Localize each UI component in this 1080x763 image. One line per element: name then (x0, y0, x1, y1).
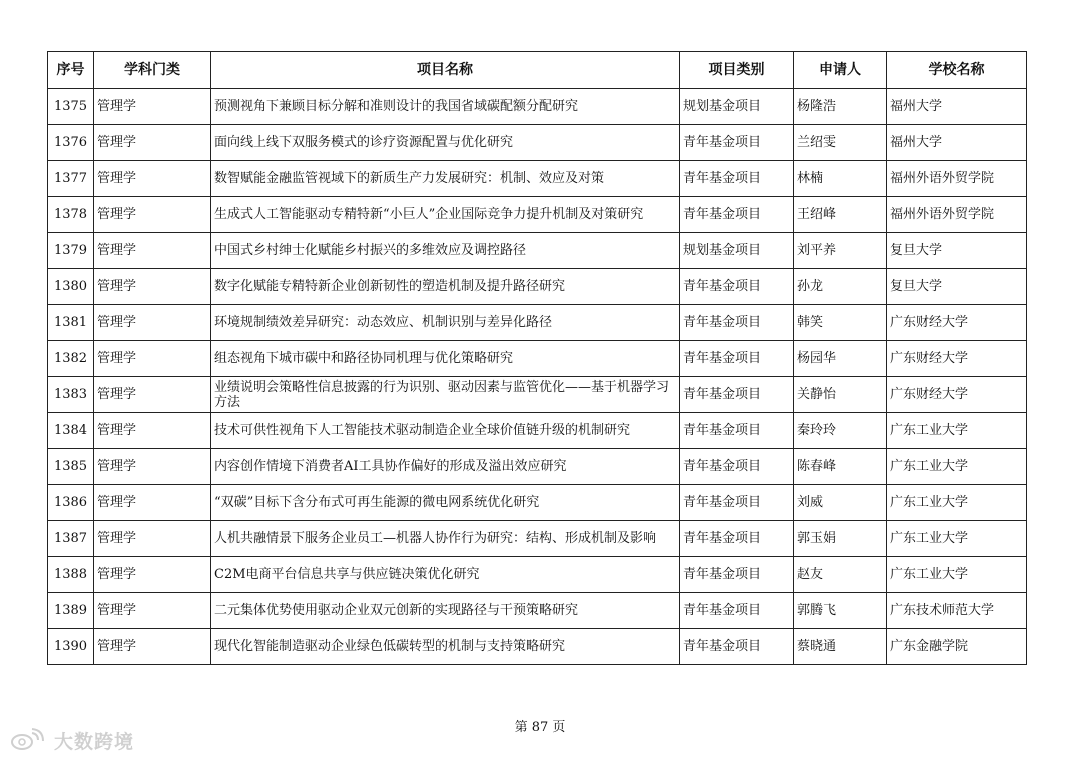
project-name-cell: 中国式乡村绅士化赋能乡村振兴的多维效应及调控路径 (211, 233, 680, 269)
table-row (48, 305, 1027, 341)
table-row (48, 125, 1027, 161)
applicant-cell: 刘威 (794, 485, 887, 521)
school-cell: 广东财经大学 (887, 377, 1027, 413)
table-row (48, 233, 1027, 269)
header-school: 学校名称 (887, 52, 1027, 89)
school-cell: 广东工业大学 (887, 485, 1027, 521)
seq-cell: 1376 (48, 125, 94, 161)
project-type-cell: 规划基金项目 (680, 89, 794, 125)
school-cell: 广东工业大学 (887, 449, 1027, 485)
school-cell: 广东财经大学 (887, 305, 1027, 341)
table-row (48, 521, 1027, 557)
discipline-cell: 管理学 (94, 305, 211, 341)
project-type-cell: 青年基金项目 (680, 629, 794, 665)
applicant-cell: 王绍峰 (794, 197, 887, 233)
discipline-cell: 管理学 (94, 233, 211, 269)
project-name-cell: 数智赋能金融监管视域下的新质生产力发展研究：机制、效应及对策 (211, 161, 680, 197)
discipline-cell: 管理学 (94, 197, 211, 233)
discipline-cell: 管理学 (94, 629, 211, 665)
school-cell: 福州大学 (887, 125, 1027, 161)
seq-cell: 1381 (48, 305, 94, 341)
seq-cell: 1378 (48, 197, 94, 233)
applicant-cell: 刘平养 (794, 233, 887, 269)
discipline-cell: 管理学 (94, 413, 211, 449)
seq-cell: 1389 (48, 593, 94, 629)
project-name-cell: 人机共融情景下服务企业员工—机器人协作行为研究：结构、形成机制及影响 (211, 521, 680, 557)
seq-cell: 1383 (48, 377, 94, 413)
school-cell: 广东金融学院 (887, 629, 1027, 665)
seq-cell: 1375 (48, 89, 94, 125)
discipline-cell: 管理学 (94, 485, 211, 521)
project-name-cell: “双碳”目标下含分布式可再生能源的微电网系统优化研究 (211, 485, 680, 521)
project-type-cell: 青年基金项目 (680, 269, 794, 305)
project-type-cell: 青年基金项目 (680, 125, 794, 161)
weibo-logo-icon (10, 727, 50, 753)
header-applicant: 申请人 (794, 52, 887, 89)
table-row (48, 377, 1027, 413)
table-row (48, 197, 1027, 233)
project-name-cell: 数字化赋能专精特新企业创新韧性的塑造机制及提升路径研究 (211, 269, 680, 305)
table-body (48, 89, 1027, 665)
school-cell: 福州外语外贸学院 (887, 161, 1027, 197)
project-type-cell: 青年基金项目 (680, 557, 794, 593)
project-type-cell: 青年基金项目 (680, 197, 794, 233)
table-row (48, 341, 1027, 377)
discipline-cell: 管理学 (94, 377, 211, 413)
discipline-cell: 管理学 (94, 557, 211, 593)
applicant-cell: 韩笑 (794, 305, 887, 341)
table-row (48, 269, 1027, 305)
project-name-cell: 业绩说明会策略性信息披露的行为识别、驱动因素与监管优化——基于机器学习方法 (211, 377, 680, 413)
project-name-cell: 现代化智能制造驱动企业绿色低碳转型的机制与支持策略研究 (211, 629, 680, 665)
header-discipline: 学科门类 (94, 52, 211, 89)
table-row (48, 89, 1027, 125)
school-cell: 广东工业大学 (887, 521, 1027, 557)
seq-cell: 1382 (48, 341, 94, 377)
school-cell: 复旦大学 (887, 269, 1027, 305)
seq-cell: 1386 (48, 485, 94, 521)
discipline-cell: 管理学 (94, 161, 211, 197)
applicant-cell: 秦玲玲 (794, 413, 887, 449)
watermark (10, 725, 134, 755)
project-name-cell: C2M电商平台信息共享与供应链决策优化研究 (211, 557, 680, 593)
seq-cell: 1379 (48, 233, 94, 269)
table-row (48, 557, 1027, 593)
table-row (48, 593, 1027, 629)
discipline-cell: 管理学 (94, 89, 211, 125)
applicant-cell: 林楠 (794, 161, 887, 197)
watermark-text: 大数跨境 (54, 730, 135, 753)
project-name-cell: 面向线上线下双服务模式的诊疗资源配置与优化研究 (211, 125, 680, 161)
seq-cell: 1388 (48, 557, 94, 593)
project-name-cell: 内容创作情境下消费者AI工具协作偏好的形成及溢出效应研究 (211, 449, 680, 485)
project-type-cell: 青年基金项目 (680, 449, 794, 485)
project-table (47, 51, 1027, 665)
project-type-cell: 青年基金项目 (680, 593, 794, 629)
project-type-cell: 青年基金项目 (680, 413, 794, 449)
table-row (48, 413, 1027, 449)
discipline-cell: 管理学 (94, 449, 211, 485)
project-name-cell: 二元集体优势使用驱动企业双元创新的实现路径与干预策略研究 (211, 593, 680, 629)
discipline-cell: 管理学 (94, 341, 211, 377)
school-cell: 福州大学 (887, 89, 1027, 125)
page-number: 第 87 页 (514, 720, 566, 735)
seq-cell: 1377 (48, 161, 94, 197)
header-seq: 序号 (48, 52, 94, 89)
discipline-cell: 管理学 (94, 521, 211, 557)
seq-cell: 1390 (48, 629, 94, 665)
school-cell: 福州外语外贸学院 (887, 197, 1027, 233)
discipline-cell: 管理学 (94, 125, 211, 161)
project-type-cell: 青年基金项目 (680, 341, 794, 377)
table-header (48, 52, 1027, 89)
project-name-cell: 生成式人工智能驱动专精特新“小巨人”企业国际竞争力提升机制及对策研究 (211, 197, 680, 233)
school-cell: 广东工业大学 (887, 557, 1027, 593)
school-cell: 复旦大学 (887, 233, 1027, 269)
project-name-cell: 技术可供性视角下人工智能技术驱动制造企业全球价值链升级的机制研究 (211, 413, 680, 449)
project-name-cell: 组态视角下城市碳中和路径协同机理与优化策略研究 (211, 341, 680, 377)
project-type-cell: 青年基金项目 (680, 485, 794, 521)
school-cell: 广东财经大学 (887, 341, 1027, 377)
project-name-cell: 预测视角下兼顾目标分解和准则设计的我国省域碳配额分配研究 (211, 89, 680, 125)
applicant-cell: 杨园华 (794, 341, 887, 377)
school-cell: 广东工业大学 (887, 413, 1027, 449)
seq-cell: 1387 (48, 521, 94, 557)
applicant-cell: 兰绍雯 (794, 125, 887, 161)
project-type-cell: 青年基金项目 (680, 161, 794, 197)
table-row (48, 449, 1027, 485)
discipline-cell: 管理学 (94, 269, 211, 305)
applicant-cell: 郭玉娟 (794, 521, 887, 557)
table-row (48, 485, 1027, 521)
project-name-cell: 环境规制绩效差异研究：动态效应、机制识别与差异化路径 (211, 305, 680, 341)
header-row (48, 52, 1027, 89)
table-row (48, 629, 1027, 665)
applicant-cell: 关静怡 (794, 377, 887, 413)
header-project-name: 项目名称 (211, 52, 680, 89)
project-type-cell: 青年基金项目 (680, 521, 794, 557)
school-cell: 广东技术师范大学 (887, 593, 1027, 629)
applicant-cell: 郭腾飞 (794, 593, 887, 629)
applicant-cell: 孙龙 (794, 269, 887, 305)
project-type-cell: 规划基金项目 (680, 233, 794, 269)
applicant-cell: 陈春峰 (794, 449, 887, 485)
seq-cell: 1384 (48, 413, 94, 449)
seq-cell: 1385 (48, 449, 94, 485)
applicant-cell: 蔡晓通 (794, 629, 887, 665)
discipline-cell: 管理学 (94, 593, 211, 629)
project-type-cell: 青年基金项目 (680, 377, 794, 413)
applicant-cell: 赵友 (794, 557, 887, 593)
applicant-cell: 杨隆浩 (794, 89, 887, 125)
project-type-cell: 青年基金项目 (680, 305, 794, 341)
seq-cell: 1380 (48, 269, 94, 305)
table-row (48, 161, 1027, 197)
header-project-type: 项目类别 (680, 52, 794, 89)
